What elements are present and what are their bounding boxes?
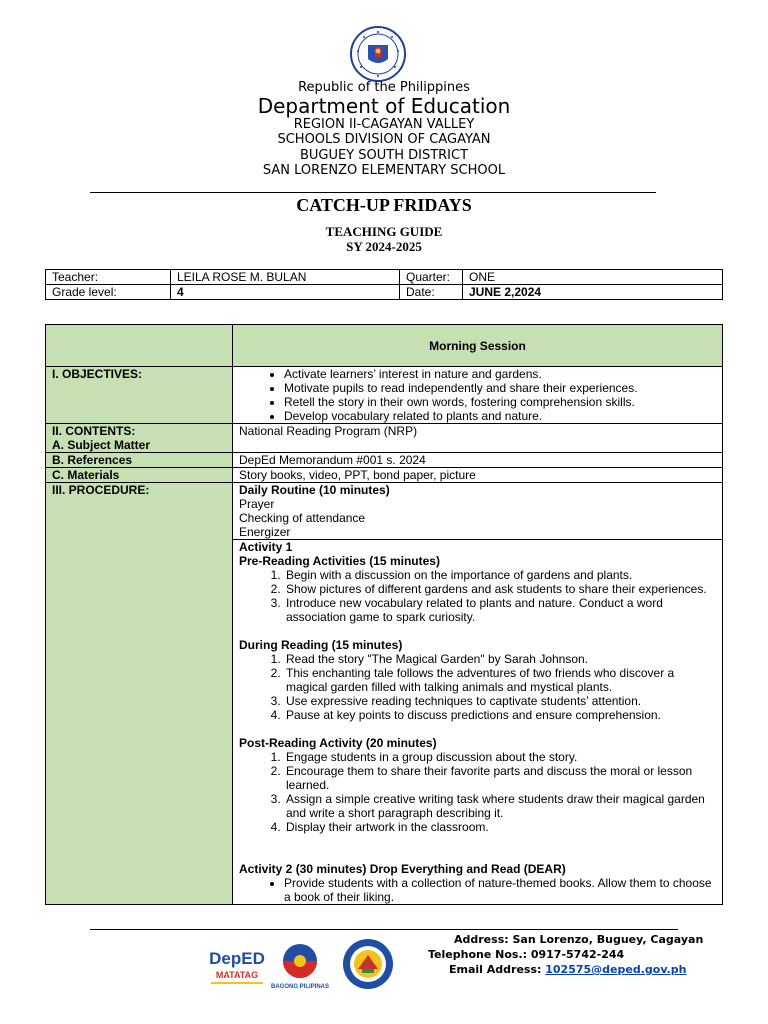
prereading-title: Pre-Reading Activities (15 minutes) [239, 554, 440, 568]
lesson-plan-table [45, 324, 723, 905]
list-item: • Develop vocabulary related to plants and nature. [284, 409, 716, 423]
teacher-value: LEILA ROSE M. BULAN [171, 270, 400, 285]
post-reading-list [239, 750, 716, 834]
objectives-label: I. OBJECTIVES: [46, 367, 233, 424]
list-item: 1. Read the story "The Magical Garden" by Sarah Johnson. [284, 652, 716, 666]
list-item: 2. Show pictures of different gardens and ask students to share their experiences. [284, 582, 716, 596]
subject-matter-label: A. Subject Matter [52, 438, 151, 452]
activity2-title: Activity 2 (30 minutes) Drop Everything and Read (DEAR) [239, 862, 566, 876]
daily-routine-cell [233, 483, 723, 540]
matatag-text: MATATAG [215, 970, 259, 980]
footer-address: Address: San Lorenzo, Buguey, Cagayan [454, 933, 704, 946]
list-item: 3. Assign a simple creative writing task where students draw their magical garden and write a short paragraph describing it. [284, 792, 716, 820]
teacher-label: Teacher: [46, 270, 171, 285]
school-year-label: SY 2024-2025 [346, 239, 422, 254]
footer-email-link[interactable]: 102575@deped.gov.ph [545, 963, 687, 976]
session-header: Morning Session [233, 325, 723, 367]
school-seal-icon [341, 937, 395, 991]
deped-logo-text: DepED [209, 949, 265, 968]
list-item: 3. Introduce new vocabulary related to plants and nature. Conduct a word association game to spark curiosity. [284, 596, 716, 624]
list-item: 4. Display their artwork in the classroom. [284, 820, 716, 834]
list-item: • Retell the story in their own words, fostering comprehension skills. [284, 395, 716, 409]
during-reading-title: During Reading (15 minutes) [239, 638, 403, 652]
republic-line: Republic of the Philippines [298, 80, 470, 95]
quarter-value: ONE [463, 270, 723, 285]
list-item: 1. Begin with a discussion on the importance of gardens and plants. [284, 568, 716, 582]
contents-label: II. CONTENTS: [52, 424, 136, 438]
date-value: JUNE 2,2024 [463, 285, 723, 300]
list-item: • Provide students with a collection of nature-themed books. Allow them to choose a book of their liking. [284, 876, 716, 904]
objectives-list [239, 367, 716, 423]
list-item: Checking of attendance [239, 511, 366, 525]
list-item: 2. This enchanting tale follows the adventures of two friends who discover a magical garden filled with talking animals and mystical plants. [284, 666, 716, 694]
school-line: SAN LORENZO ELEMENTARY SCHOOL [262, 163, 506, 178]
activity2-list [239, 876, 716, 904]
during-reading-list [239, 652, 716, 722]
deped-matatag-logo [207, 942, 267, 990]
division-line: SCHOOLS DIVISION OF CAGAYAN [277, 132, 491, 147]
daily-routine-title: Daily Routine (10 minutes) [239, 483, 390, 497]
teaching-guide-label: TEACHING GUIDE [325, 224, 443, 239]
subject-matter-value: National Reading Program (NRP) [233, 424, 723, 453]
contents-label-cell [46, 424, 233, 453]
list-item: 2. Encourage them to share their favorite parts and discuss the moral or lesson learned. [284, 764, 716, 792]
grade-value: 4 [171, 285, 400, 300]
activity1-title: Activity 1 [239, 540, 293, 554]
header-blank-cell [46, 325, 233, 367]
activities-cell [233, 540, 723, 905]
page-title: CATCH-UP FRIDAYS [296, 195, 472, 215]
header-rule [90, 192, 656, 193]
bagong-pilipinas-text: BAGONG PILIPINAS [270, 984, 330, 990]
objectives-cell [233, 367, 723, 424]
department-title: Department of Education [257, 94, 511, 118]
materials-value: Story books, video, PPT, bond paper, picture [233, 468, 723, 483]
prereading-list [239, 568, 716, 624]
list-item: 3. Use expressive reading techniques to captivate students’ attention. [284, 694, 716, 708]
footer-email [449, 963, 686, 976]
list-item: 1. Engage students in a group discussion about the story. [284, 750, 716, 764]
list-item: Prayer [239, 497, 275, 511]
procedure-label: III. PROCEDURE: [46, 483, 233, 905]
bagong-pilipinas-logo [270, 941, 330, 991]
materials-label: C. Materials [46, 468, 233, 483]
references-value: DepEd Memorandum #001 s. 2024 [233, 453, 723, 468]
info-table [45, 269, 723, 300]
footer-email-label: Email Address: [449, 963, 546, 976]
list-item: • Motivate pupils to read independently and share their experiences. [284, 381, 716, 395]
list-item: 4. Pause at key points to discuss predictions and ensure comprehension. [284, 708, 716, 722]
footer-rule [90, 929, 678, 930]
district-line: BUGUEY SOUTH DISTRICT [299, 148, 469, 163]
quarter-label: Quarter: [400, 270, 463, 285]
date-label: Date: [400, 285, 463, 300]
post-reading-title: Post-Reading Activity (20 minutes) [239, 736, 437, 750]
deped-seal-icon [346, 25, 410, 83]
region-line: REGION II-CAGAYAN VALLEY [293, 117, 475, 132]
list-item: • Activate learners’ interest in nature and gardens. [284, 367, 716, 381]
footer-telephone: Telephone Nos.: 0917-5742-244 [428, 948, 625, 961]
references-label: B. References [46, 453, 233, 468]
grade-label: Grade level: [46, 285, 171, 300]
list-item: Energizer [239, 525, 291, 539]
